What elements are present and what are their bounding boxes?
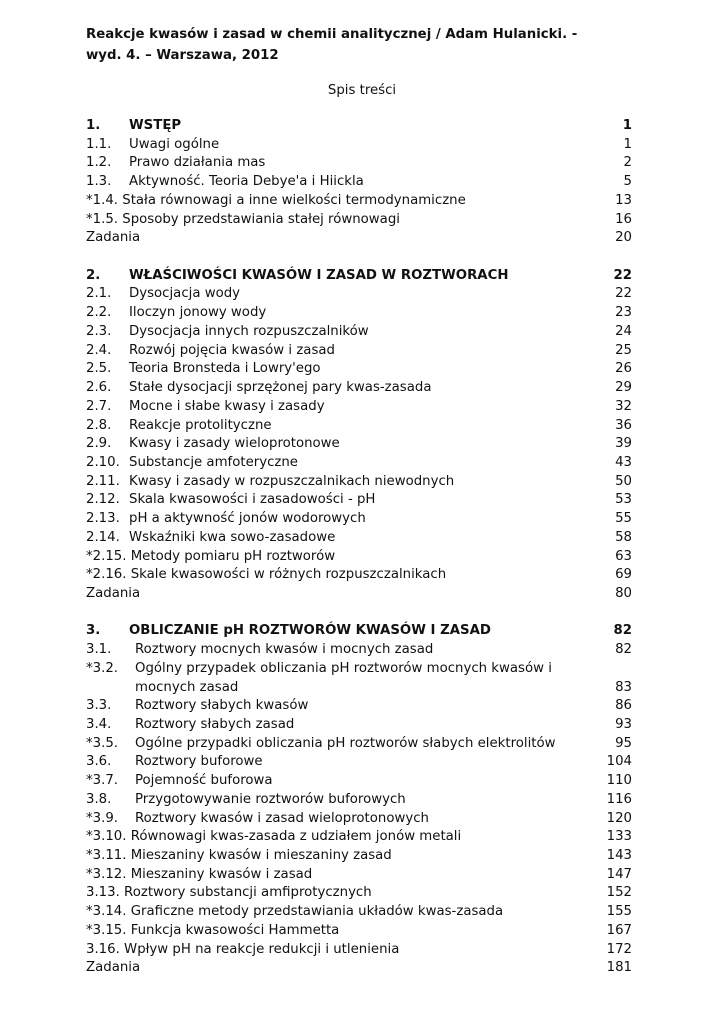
toc-entry xyxy=(86,136,632,155)
toc-entry xyxy=(86,847,632,866)
entry-page: 133 xyxy=(606,829,632,845)
toc-entry xyxy=(86,791,632,810)
entry-page: 39 xyxy=(615,436,632,452)
entry-page: 95 xyxy=(615,735,632,751)
entry-title: Aktywność. Teoria Debye'a i Hiickla xyxy=(129,174,364,190)
chapter-number: 2. xyxy=(86,267,101,283)
toc-entry xyxy=(86,641,632,660)
entry-page: 55 xyxy=(615,511,632,527)
entry-title: Rozwój pojęcia kwasów i zasad xyxy=(129,342,335,358)
toc-entry xyxy=(86,154,632,173)
entry-title: mocnych zasad xyxy=(135,679,239,695)
toc-entry xyxy=(86,959,632,978)
entry-number: *3.2. xyxy=(86,660,119,676)
entry-number: 3.1. xyxy=(86,642,112,658)
toc-entry xyxy=(86,922,632,941)
entry-page: 80 xyxy=(615,585,632,601)
entry-page: 172 xyxy=(606,941,632,957)
entry-page: 93 xyxy=(615,717,632,732)
toc-entry xyxy=(86,285,632,304)
entry-page: 2 xyxy=(623,155,632,171)
chapter-number: 3. xyxy=(86,623,101,639)
entry-page: 1 xyxy=(623,136,632,152)
entry-page: 110 xyxy=(606,773,632,789)
toc-entry xyxy=(86,753,632,772)
entry-number: *3.7. xyxy=(86,773,119,789)
book-title xyxy=(86,24,646,66)
chapter-title: OBLICZANIE pH ROZTWORÓW KWASÓW I ZASAD xyxy=(129,623,491,639)
entry-number: 3.8. xyxy=(86,791,112,807)
entry-page: 5 xyxy=(623,174,632,190)
toc-entry xyxy=(86,491,632,510)
entry-page: 50 xyxy=(615,473,632,489)
entry-title: Zadania xyxy=(86,960,141,976)
entry-number: 2.10. xyxy=(86,454,120,470)
entry-page: 143 xyxy=(606,848,632,864)
entry-title: Przygotowywanie roztworów buforowych xyxy=(135,791,406,807)
chapter-heading xyxy=(86,622,632,641)
toc-entry xyxy=(86,417,632,436)
entry-title: Dysocjacja wody xyxy=(129,286,241,302)
entry-page: 32 xyxy=(615,398,632,414)
entry-title: Reakcje protolityczne xyxy=(129,417,272,433)
toc-entry xyxy=(86,810,632,829)
toc-entry xyxy=(86,510,632,529)
entry-title: Roztwory kwasów i zasad wieloprotonowych xyxy=(135,810,429,826)
chapter-title: WŁAŚCIWOŚCI KWASÓW I ZASAD W ROZTWORACH xyxy=(129,267,509,283)
entry-number: 2.4. xyxy=(86,342,112,358)
chapter-heading xyxy=(86,117,632,136)
entry-page: 53 xyxy=(615,492,632,508)
entry-title: Mocne i słabe kwasy i zasady xyxy=(129,398,325,414)
entry-title: Iloczyn jonowy wody xyxy=(129,305,267,321)
toc-entry xyxy=(86,716,632,735)
toc-entry xyxy=(86,323,632,342)
entry-title: *1.4. Stała równowagi a inne wielkości termodynamiczne xyxy=(86,192,466,208)
toc-entry xyxy=(86,360,632,379)
entry-page: 181 xyxy=(606,960,632,976)
toc-entry xyxy=(86,903,632,922)
toc-entry xyxy=(86,585,632,604)
entry-page: 147 xyxy=(606,866,632,882)
entry-title: Ogólne przypadki obliczania pH roztworów słabych elektrolitów xyxy=(135,735,556,751)
entry-title: *3.11. Mieszaniny kwasów i mieszaniny zasad xyxy=(86,848,392,864)
entry-title: Roztwory słabych zasad xyxy=(135,717,295,732)
toc-entry xyxy=(86,697,632,716)
entry-title: Prawo działania mas xyxy=(129,155,266,171)
entry-page: 152 xyxy=(606,885,632,901)
entry-number: 2.3. xyxy=(86,323,112,339)
entry-page: 20 xyxy=(615,230,632,246)
entry-page: 116 xyxy=(606,791,632,807)
entry-title: Kwasy i zasady wieloprotonowe xyxy=(129,436,340,452)
toc-entry xyxy=(86,192,632,211)
toc-entry xyxy=(86,398,632,417)
entry-number: 3.6. xyxy=(86,754,112,770)
entry-title: Stałe dysocjacji sprzężonej pary kwas-zasada xyxy=(129,380,432,396)
entry-title: 3.13. Roztwory substancji amfiprotycznych xyxy=(86,885,372,901)
entry-title: Roztwory buforowe xyxy=(135,754,263,770)
entry-page: 82 xyxy=(615,642,632,658)
entry-title: Uwagi ogólne xyxy=(129,136,220,152)
chapter-page: 1 xyxy=(622,118,632,133)
entry-title: *3.14. Graficzne metody przedstawiania układów kwas-zasada xyxy=(86,904,504,920)
toc-entry xyxy=(86,548,632,567)
entry-number: *3.5. xyxy=(86,735,119,751)
toc-entry xyxy=(86,735,632,754)
entry-title: Substancje amfoteryczne xyxy=(129,454,298,470)
chapter-heading xyxy=(86,267,632,286)
toc-entry xyxy=(86,379,632,398)
toc-entry xyxy=(86,772,632,791)
entry-title: Teoria Bronsteda i Lowry'ego xyxy=(129,361,321,377)
entry-number: *3.9. xyxy=(86,810,119,826)
table-of-contents xyxy=(86,117,632,978)
entry-title: Wskaźniki kwa sowo-zasadowe xyxy=(129,529,336,545)
entry-title: *2.15. Metody pomiaru pH roztworów xyxy=(86,548,336,564)
entry-page: 86 xyxy=(615,698,632,714)
toc-entry xyxy=(86,229,632,248)
entry-page: 69 xyxy=(615,567,632,583)
entry-title: Roztwory mocnych kwasów i mocnych zasad xyxy=(135,642,434,658)
toc-entry xyxy=(86,566,632,585)
entry-number: 1.1. xyxy=(86,136,112,152)
entry-page: 29 xyxy=(615,380,632,396)
entry-title: Roztwory słabych kwasów xyxy=(135,698,309,714)
toc-entry xyxy=(86,941,632,960)
chapter-page: 22 xyxy=(613,267,632,283)
chapter-number: 1. xyxy=(86,118,101,133)
entry-title: Ogólny przypadek obliczania pH roztworów mocnych kwasów i xyxy=(135,660,552,676)
toc-entry xyxy=(86,473,632,492)
entry-number: 1.3. xyxy=(86,174,112,190)
entry-title: Zadania xyxy=(86,230,141,246)
entry-title: Skala kwasowości i zasadowości - pH xyxy=(129,492,376,508)
entry-title: Zadania xyxy=(86,585,141,601)
entry-title: *3.15. Funkcja kwasowości Hammetta xyxy=(86,922,340,938)
entry-page: 22 xyxy=(615,286,632,302)
entry-page: 83 xyxy=(615,679,632,695)
entry-number: 2.14. xyxy=(86,529,120,545)
entry-number: 2.8. xyxy=(86,417,112,433)
entry-title: Kwasy i zasady w rozpuszczalnikach niewodnych xyxy=(129,473,455,489)
chapter-spacer xyxy=(86,604,632,623)
entry-number: 2.5. xyxy=(86,361,112,377)
entry-page: 120 xyxy=(606,810,632,826)
entry-page: 43 xyxy=(615,454,632,470)
entry-title: Dysocjacja innych rozpuszczalników xyxy=(129,323,369,339)
entry-page: 26 xyxy=(615,361,632,377)
entry-number: 2.11. xyxy=(86,473,120,489)
toc-entry xyxy=(86,884,632,903)
toc-entry xyxy=(86,660,632,679)
toc-entry xyxy=(86,173,632,192)
entry-number: 2.7. xyxy=(86,398,112,414)
entry-title: Pojemność buforowa xyxy=(135,773,273,789)
entry-title: *1.5. Sposoby przedstawiania stałej równowagi xyxy=(86,211,400,227)
entry-page: 155 xyxy=(606,904,632,920)
entry-page: 58 xyxy=(615,529,632,545)
entry-page: 25 xyxy=(615,342,632,358)
entry-page: 36 xyxy=(615,417,632,433)
entry-page: 16 xyxy=(615,211,632,227)
entry-number: 2.2. xyxy=(86,305,112,321)
entry-number: 2.6. xyxy=(86,380,112,396)
entry-number: 3.4. xyxy=(86,717,112,732)
entry-number: 1.2. xyxy=(86,155,112,171)
entry-number: 2.9. xyxy=(86,436,112,452)
entry-page: 63 xyxy=(615,548,632,564)
toc-entry xyxy=(86,828,632,847)
entry-number: 2.1. xyxy=(86,286,112,302)
entry-title: pH a aktywność jonów wodorowych xyxy=(129,511,366,527)
entry-page: 167 xyxy=(606,922,632,938)
entry-page: 104 xyxy=(606,754,632,770)
toc-entry xyxy=(86,454,632,473)
title-line-2: wyd. 4. – Warszawa, 2012 xyxy=(86,48,279,63)
entry-number: 2.13. xyxy=(86,511,120,527)
toc-entry xyxy=(86,866,632,885)
toc-entry xyxy=(86,679,632,698)
entry-title: *3.10. Równowagi kwas-zasada z udziałem jonów metali xyxy=(86,829,462,845)
entry-number: 2.12. xyxy=(86,492,120,508)
entry-page: 24 xyxy=(615,323,632,339)
toc-entry xyxy=(86,211,632,230)
chapter-title: WSTĘP xyxy=(129,118,182,133)
toc-entry xyxy=(86,435,632,454)
toc-heading: Spis treści xyxy=(327,83,397,98)
entry-title: 3.16. Wpływ pH na reakcje redukcji i utlenienia xyxy=(86,941,400,957)
entry-number: 3.3. xyxy=(86,698,112,714)
entry-title: *3.12. Mieszaniny kwasów i zasad xyxy=(86,866,313,882)
entry-page: 23 xyxy=(615,305,632,321)
entry-page: 13 xyxy=(615,192,632,208)
toc-entry xyxy=(86,342,632,361)
chapter-spacer xyxy=(86,248,632,267)
toc-entry xyxy=(86,304,632,323)
toc-entry xyxy=(86,529,632,548)
chapter-page: 82 xyxy=(613,623,632,639)
entry-title: *2.16. Skale kwasowości w różnych rozpuszczalnikach xyxy=(86,567,447,583)
title-line-1: Reakcje kwasów i zasad w chemii analitycznej / Adam Hulanicki. - xyxy=(86,27,578,42)
